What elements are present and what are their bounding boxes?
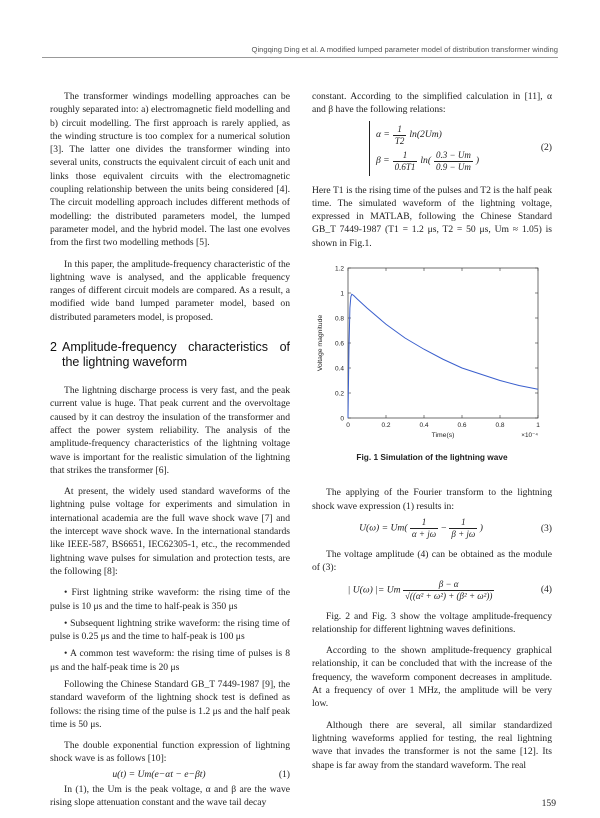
bullet-item: • Subsequent lightning strike waveform: the rising time of pulse is 0.25 μs and the time to half-peak is 100 μs: [50, 617, 290, 643]
figure-1-chart: [312, 258, 552, 448]
running-header: Qingqing Ding et al. A modified lumped parameter model of distribution transformer winding: [251, 45, 558, 54]
equation-3: [312, 517, 552, 540]
equation-1: [50, 768, 290, 781]
x-tick-label: 1: [536, 422, 540, 430]
paragraph: The applying of the Fourier transform to the lightning shock wave expression (1) results in:: [312, 487, 552, 512]
x-axis-exponent: ×10⁻⁴: [521, 432, 538, 440]
equation-3-expr: [312, 517, 530, 540]
y-tick-label: 0.4: [334, 365, 344, 373]
x-tick-label: 0: [346, 422, 350, 430]
equation-2-expr: [312, 121, 530, 176]
figure-1-caption: Fig. 1 Simulation of the lightning wave: [356, 452, 508, 463]
paragraph: According to the shown amplitude-frequency graphical relationship, it can be concluded that with the increase of the frequency, the waveform component decreases in amplitude. At a frequency of over 1 MHz, the amplitude will be very low.: [312, 645, 552, 710]
y-tick-label: 1.2: [334, 265, 344, 273]
x-tick-label: 0.2: [381, 422, 391, 430]
paragraph: Fig. 2 and Fig. 3 show the voltage amplitude-frequency relationship for different lightning waves definitions.: [312, 610, 552, 635]
chart-svg: [312, 258, 552, 448]
y-tick-label: 0.8: [334, 315, 344, 323]
paragraph: In this paper, the amplitude-frequency characteristic of the lightning wave is analysed, and the applicable frequency ranges of different circuit models are compared. As a result, a modified wide band lumped parameter model, based on distributed parameters model, is proposed.: [50, 258, 290, 323]
section-heading: [50, 340, 290, 370]
equation-3-number: (3): [540, 522, 552, 534]
eq2-beta-ln: ln(: [420, 155, 432, 167]
eq3-frac-1: $\frac{1}{\alpha + j\omega}$: [411, 516, 437, 539]
paragraph: In (1), the Um is the peak voltage, α and β are the wave rising slope attenuation constant and the wave tail decay: [50, 784, 290, 809]
y-tick-label: 0.2: [334, 390, 344, 398]
paragraph: The lightning discharge process is very fast, and the peak current value is huge. That peak current and the overvoltage caused by it can destroy the insulation of the transformer and affect the power system reliability. The analysis of the amplitude-frequency characteristics of the lightning voltage wave is important for the realistic simulation of the lightning that strikes the transformer [6].: [50, 385, 290, 476]
eq2-beta-lhs: β =: [375, 155, 390, 167]
x-axis-label: Time(s): [431, 432, 455, 440]
eq3-lhs: U(ω) = Um(: [359, 522, 408, 534]
y-axis-label: Voltage magnitude: [317, 314, 324, 372]
y-tick-label: 0.6: [334, 340, 344, 348]
plot-frame: [348, 268, 538, 418]
x-tick-label: 0.4: [419, 422, 429, 430]
section-title: Amplitude-frequency characteristics of the lightning waveform: [62, 340, 290, 370]
paragraph: The voltage amplitude (4) can be obtained as the module of (3):: [312, 548, 552, 574]
eq2-beta-frac: $\frac{1}{0.6T1}$: [394, 149, 416, 172]
paragraph: Following the Chinese Standard GB_T 7449-1987 [9], the standard waveform of the lightning shock test is defined as follows: the rising time of the pulse is 1.2 μs and the half peak time is 50 μs.: [50, 678, 290, 730]
eq2-beta-inner-frac: $\frac{0.3 - Um}{0.9 - Um}$: [436, 149, 471, 172]
paragraph: Here T1 is the rising time of the pulses and T2 is the half peak time. The simulated waveform of the lightning voltage, expressed in MATLAB, following the Chinese Standard GB_T 7449-1987 (T1 = 1.2 μs, T2 = 50 μs, Um ≈ 1.05) is shown in Fig.1.: [312, 184, 552, 249]
equation-4-number: (4): [540, 584, 552, 596]
paragraph: The double exponential function expression of lightning shock wave is as follows [10]:: [50, 740, 290, 765]
eq3-frac-2: $\frac{1}{\beta + j\omega}$: [451, 516, 476, 539]
right-column: [312, 90, 552, 780]
equation-4-expr: [312, 579, 530, 602]
series-line: [348, 294, 538, 418]
x-tick-label: 0.8: [495, 422, 505, 430]
paragraph: At present, the widely used standard waveforms of the lightning pulse voltage for experiments and simulation in international academia are the full wave shock wave [7] and the intercept wave shock wave. In the international standards like IEEE-587, BS6651, IEC62305-1, etc., the recommended lightning wave pulses for simulation and protection tests, are the following [8]:: [50, 486, 290, 577]
equation-1-number: (1): [278, 768, 290, 780]
y-tick-label: 1: [340, 290, 344, 298]
bullet-item: • A common test waveform: the rising time of pulses is 8 μs and the half-peak time is 20 μs: [50, 648, 290, 673]
eq3-minus: −: [440, 522, 447, 534]
paragraph: The transformer windings modelling approaches can be roughly separated into: a) electromagnetic field modelling and b) circuit modelling. The first approach is rarely applied, as the winding structure is too complex for a numerical solution [3]. The latter one divides the transformer winding into several units, constructs the equivalent circuit of each unit and links those equivalent circuits with the electromagnetic coupling relationship between the units being considered [4]. The circuit modelling approach includes different methods of modelling: the distributed parameters model, the lumped parameter model, and the hybrid model. The last one evolves from the first two modelling methods [5].: [50, 91, 290, 249]
left-column: [50, 90, 290, 818]
eq2-beta-close: ): [475, 155, 480, 167]
paragraph: constant. According to the simplified calculation in [11], α and β have the following relations:: [312, 91, 552, 116]
paragraph: Although there are several, all similar standardized lightning waveforms applied for testing, the real lightning wave that invades the transformer is not the same [12]. Its shape is far away from the standard waveform. The real: [312, 719, 552, 771]
eq3-close: ): [479, 522, 483, 534]
eq2-alpha-rhs: ln(2Um): [409, 129, 442, 141]
header-rule: [42, 57, 558, 58]
eq4-frac: $\frac{\beta - \alpha}{\text{√((α² + ω²) + (β² + ω²))}}$: [404, 578, 493, 601]
eq2-alpha-frac: $\frac{1}{T2}$: [394, 123, 405, 146]
section-number: 2: [50, 340, 57, 355]
equation-2: [312, 121, 552, 176]
equation-4: [312, 579, 552, 602]
eq4-lhs: | U(ω) |= Um: [347, 584, 401, 596]
x-tick-label: 0.6: [457, 422, 467, 430]
y-tick-label: 0: [340, 415, 344, 423]
page-number: 159: [541, 798, 556, 809]
eq2-alpha-lhs: α =: [375, 129, 390, 141]
bullet-item: • First lightning strike waveform: the rising time of the pulse is 10 μs and the time to half-peak is 350 μs: [50, 587, 290, 612]
equation-1-expr: u(t) = Um(e−αt − e−βt): [112, 768, 206, 780]
equation-2-number: (2): [540, 142, 552, 154]
